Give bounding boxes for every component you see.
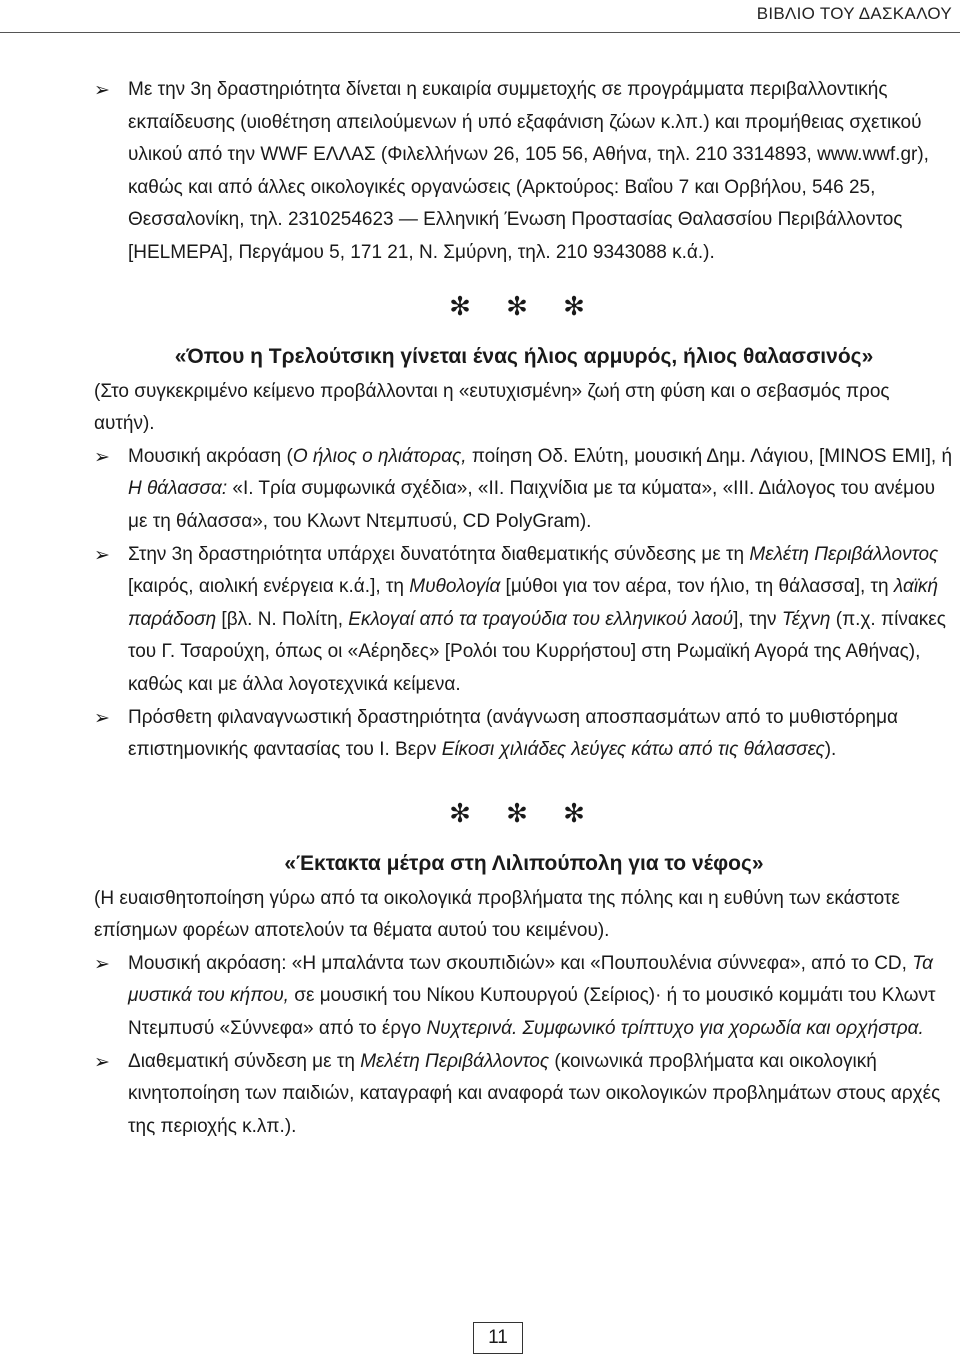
text-run: Διαθεματική σύνδεση με τη <box>128 1050 361 1072</box>
bullet-item <box>94 74 954 270</box>
text-run: (κοινωνικά προβλήματα και οικολογική κινητοποίηση των παιδιών, καταγραφή και αναφορά των οικολογικών προβλημάτων στους αρχές της περιοχής κ.λπ.). <box>128 1050 941 1137</box>
italic-run: Νυχτερινά. Συμφωνικό τρίπτυχο για χορωδία και ορχήστρα. <box>426 1018 924 1040</box>
italic-run: λαϊκή παράδοση <box>128 576 939 630</box>
text-run: σε μουσική του Νίκου Κυπουργού (Σείριος)· ή το μουσικό κομμάτι του Κλωντ Ντεμπυσύ «Σύννεφα» από το έργο <box>128 985 936 1040</box>
text-run: ], την <box>733 608 782 630</box>
bullet-item <box>94 441 954 539</box>
bullet-item <box>94 948 954 1046</box>
text-run: ποίηση Οδ. Ελύτη, μουσική Δημ. Λάγιου, [MINOS EMI], ή <box>466 445 953 467</box>
header-rule <box>0 32 960 33</box>
italic-run: Μελέτη Περιβάλλοντος <box>749 543 939 565</box>
page-number: 11 <box>473 1322 523 1354</box>
italic-run: Μυθολογία <box>409 576 501 598</box>
page-body <box>94 74 954 1143</box>
text-run: [βλ. Ν. Πολίτη, <box>216 608 349 630</box>
italic-run: Τέχνη <box>781 608 831 630</box>
italic-run: Η θάλασσα: <box>128 478 228 500</box>
bullet-text: Με την 3η δραστηριότητα δίνεται η ευκαιρία συμμετοχής σε προγράμματα περιβαλλοντικής εκπαίδευσης (υιοθέτηση απειλούμενων ή υπό εξαφάνιση ζώων κ.λπ.) και προμήθειας σχετικού υλικού από την WWF ΕΛΛΑΣ (Φιλελλήνων 26, 105 56, Αθήνα, τηλ. 210 3314893, www.wwf.gr), καθώς και από άλλες οικολογικές οργανώσεις (Αρκτούρος: Βαΐου 7 και Ορβήλου, 546 25, Θεσσαλονίκη, τηλ. 2310254623 — Ελληνική Ένωση Προστασίας Θαλασσίου Περιβάλλοντος [HELMEPA], Περγάμου 5, 171 21, Ν. Σμύρνη, τηλ. 210 9343088 κ.ά.). <box>128 79 929 263</box>
italic-run: Τα μυστικά του κήπου, <box>128 952 933 1007</box>
text-run: (π.χ. πίνακες του Γ. Τσαρούχη, όπως οι «Αέρηδες» [Ρολόι του Κυρρήστου] στη Ρωμαϊκή Αγορά της Αθήνας), καθώς και με άλλα λογοτεχνικά κείμενα. <box>128 608 946 695</box>
running-header: ΒΙΒΛΙΟ ΤΟΥ ΔΑΣΚΑΛΟΥ <box>756 4 952 23</box>
text-run: [μύθοι για τον αέρα, τον ήλιο, τη θάλασσα], τη <box>500 576 894 598</box>
italic-run: Εκλογαί από τα τραγούδια του ελληνικού λαού <box>348 608 734 630</box>
arrow-bullet-icon: ➢ <box>94 1050 110 1073</box>
text-run: Μουσική ακρόαση ( <box>128 445 293 467</box>
text-run: Στην 3η δραστηριότητα υπάρχει δυνατότητα διαθεματικής σύνδεσης με τη <box>128 543 750 565</box>
bullet-item <box>94 1046 954 1144</box>
text-run: Πρόσθετη φιλαναγνωστική δραστηριότητα (ανάγνωση αποσπασμάτων από το μυθιστόρημα επιστημονικής φαντασίας του Ι. Βερν <box>128 706 899 761</box>
arrow-bullet-icon: ➢ <box>94 445 110 468</box>
text-run: «Ι. Τρία συμφωνικά σχέδια», «ΙΙ. Παιχνίδια με τα κύματα», «ΙΙΙ. Διάλογος του ανέμου με τη θάλασσα», του Κλωντ Ντεμπυσύ, CD PolyGram). <box>128 478 936 532</box>
section-separator: ✻ ✻ ✻ <box>449 797 599 828</box>
section-intro: (Η ευαισθητοποίηση γύρω από τα οικολογικά προβλήματα της πόλης και η ευθύνη των εκάστοτε επίσημων φορέων αποτελούν τα θέματα αυτού του κειμένου). <box>94 887 900 942</box>
text-run: Μουσική ακρόαση: «Η μπαλάντα των σκουπιδιών» και «Πουπουλένια σύννεφα», από το CD, <box>128 952 913 974</box>
section-title: «Όπου η Τρελούτσικη γίνεται ένας ήλιος αρμυρός, ήλιος θαλασσινός» <box>174 344 874 368</box>
arrow-bullet-icon: ➢ <box>94 79 110 101</box>
section-separator: ✻ ✻ ✻ <box>449 290 599 321</box>
bullet-item <box>94 702 954 767</box>
bullet-item <box>94 539 954 702</box>
text-run: [καιρός, αιολική ενέργεια κ.ά.], τη <box>128 576 410 598</box>
arrow-bullet-icon: ➢ <box>94 952 110 975</box>
section-intro: (Στο συγκεκριμένο κείμενο προβάλλονται η «ευτυχισμένη» ζωή στη φύση και ο σεβασμός προς αυτήν). <box>94 380 890 435</box>
arrow-bullet-icon: ➢ <box>94 543 110 566</box>
italic-run: Είκοσι χιλιάδες λεύγες κάτω από τις θάλασσες <box>441 739 825 761</box>
italic-run: Μελέτη Περιβάλλοντος <box>360 1050 550 1072</box>
italic-run: Ο ήλιος ο ηλιάτορας, <box>292 445 467 467</box>
arrow-bullet-icon: ➢ <box>94 706 110 729</box>
section-title: «Έκτακτα μέτρα στη Λιλιπούπολη για το νέφος» <box>284 851 764 875</box>
text-run: ). <box>824 739 837 761</box>
